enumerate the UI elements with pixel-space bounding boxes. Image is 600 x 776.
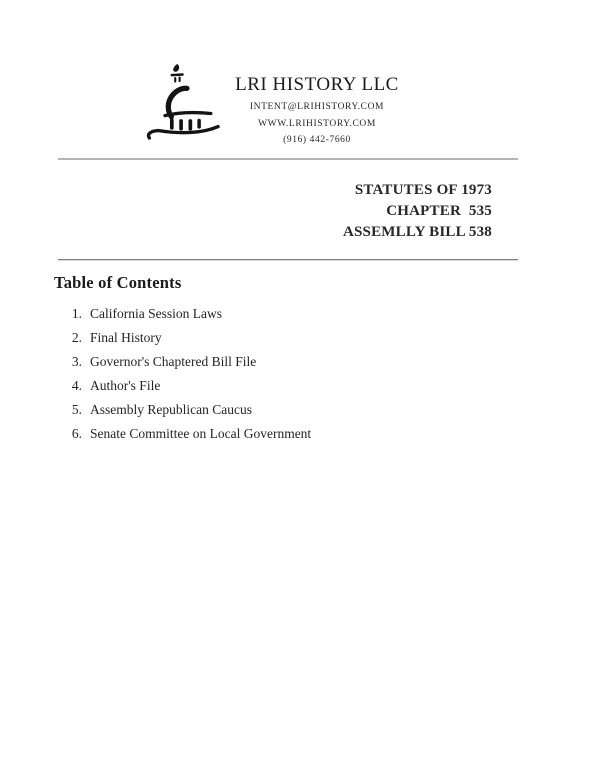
toc-item-label: Author's File: [90, 378, 161, 393]
toc-item-governors-chaptered-bill-file: [68, 350, 311, 374]
chapter-line: CHAPTER 535: [386, 203, 492, 219]
toc-item-assembly-republican-caucus: [68, 398, 311, 422]
toc-item-final-history: [68, 326, 311, 350]
toc-item-label: Senate Committee on Local Government: [90, 426, 312, 441]
toc-list: [68, 302, 311, 446]
company-block: [235, 74, 399, 149]
toc-item-number: 4.: [71, 378, 82, 393]
capitol-dome-logo-icon: [145, 62, 223, 140]
contact-block: [235, 99, 399, 149]
toc-item-number: 3.: [71, 354, 82, 369]
toc-item-senate-committee-local-government: [68, 422, 311, 446]
toc-item-number: 5.: [71, 402, 82, 417]
toc-item-label: Governor's Chaptered Bill File: [90, 354, 257, 369]
company-email: INTENT@LRIHISTORY.COM: [249, 102, 385, 112]
toc-item-number: 1.: [71, 306, 82, 321]
letterhead: [145, 62, 399, 149]
case-info-block: [343, 180, 492, 243]
toc-title: Table of Contents: [54, 273, 182, 292]
statutes-year-line: STATUTES OF 1973: [354, 182, 492, 198]
toc-item-authors-file: [68, 374, 311, 398]
company-website: WWW.LRIHISTORY.COM: [258, 118, 376, 129]
top-divider: [58, 158, 518, 160]
toc-item-label: California Session Laws: [90, 306, 222, 321]
middle-divider: [58, 259, 518, 260]
toc-item-label: Final History: [90, 330, 162, 345]
toc-item-california-session-laws: [68, 302, 311, 326]
toc-item-number: 6.: [71, 426, 82, 441]
company-name: LRI HISTORY LLC: [235, 74, 399, 95]
toc-item-number: 2.: [71, 330, 82, 345]
assembly-bill-line: ASSEMLLY BILL 538: [342, 224, 492, 240]
toc-item-label: Assembly Republican Caucus: [90, 402, 252, 417]
company-phone: (916) 442-7660: [283, 135, 351, 145]
